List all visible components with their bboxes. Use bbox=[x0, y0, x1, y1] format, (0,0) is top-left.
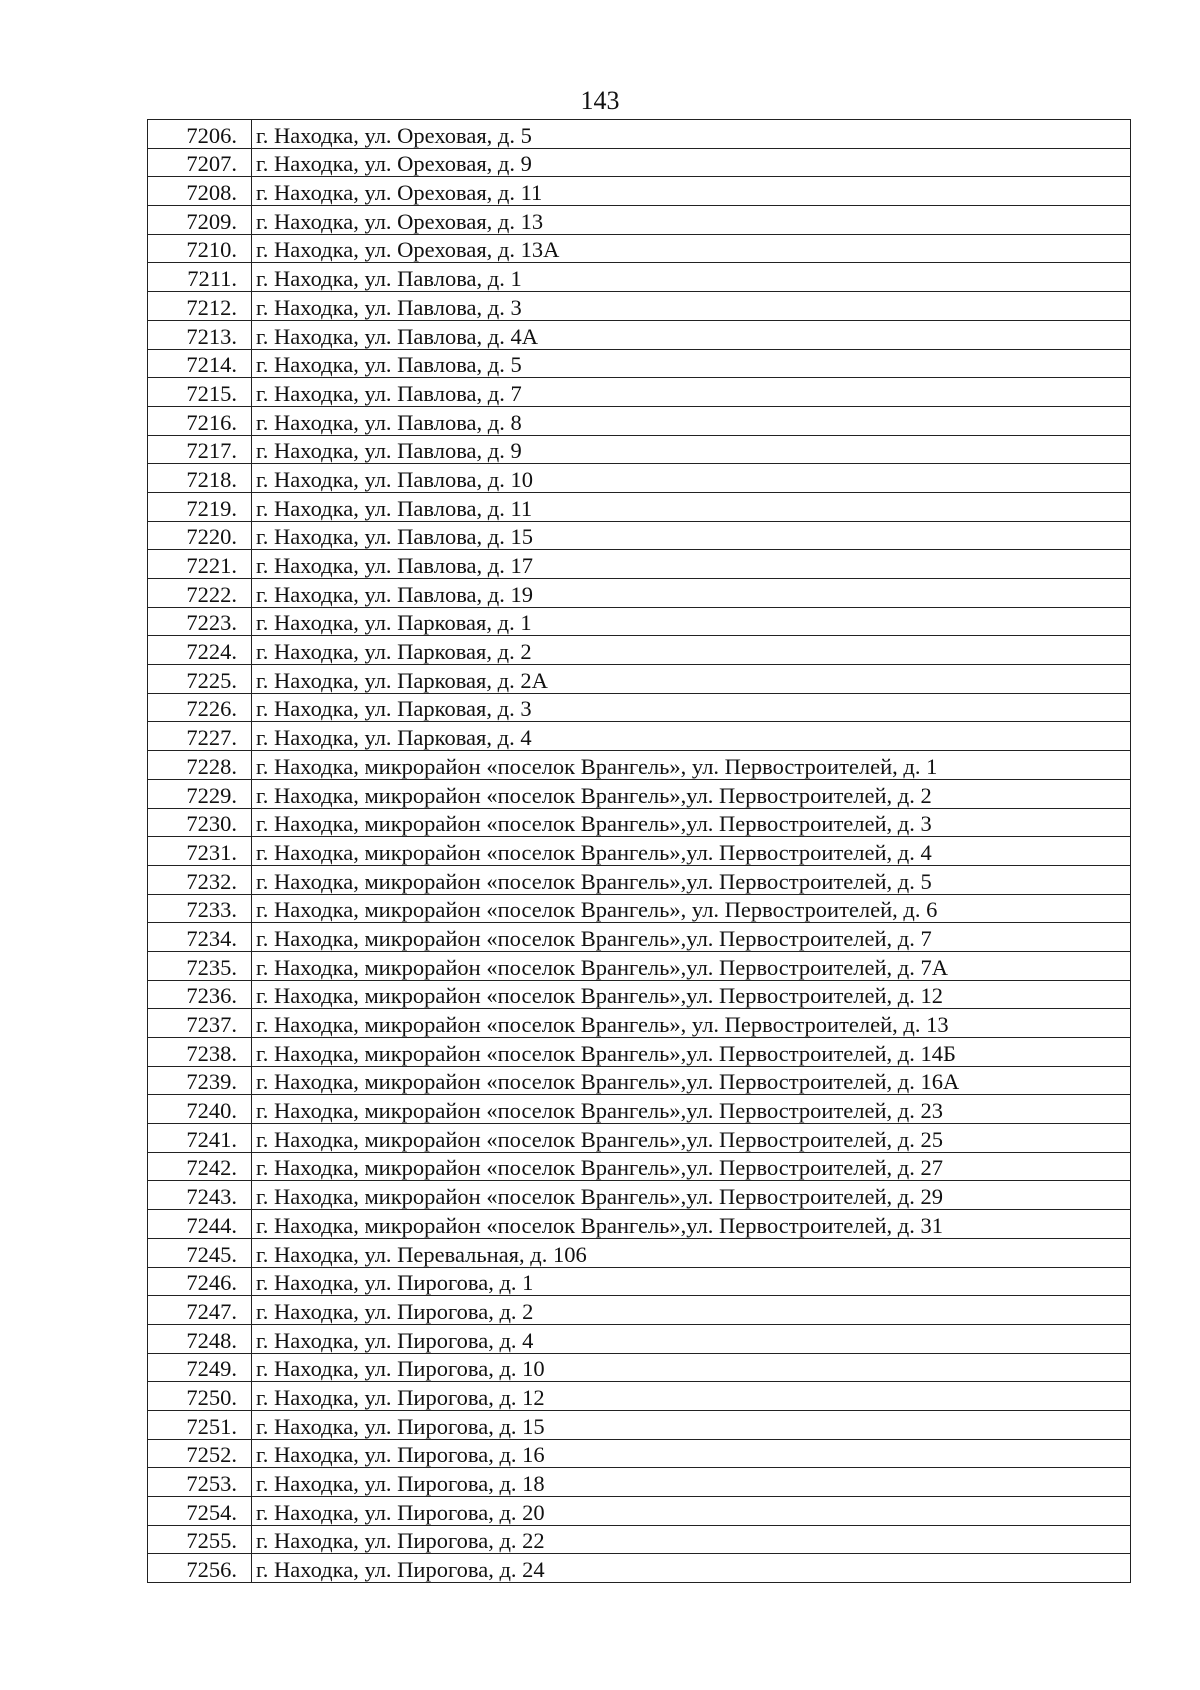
row-number: 7218. bbox=[148, 464, 252, 493]
table-row bbox=[148, 349, 1131, 378]
table-row bbox=[148, 1038, 1131, 1067]
row-address: г. Находка, ул. Павлова, д. 15 bbox=[252, 521, 1131, 550]
table-row bbox=[148, 808, 1131, 837]
row-number: 7232. bbox=[148, 865, 252, 894]
table-row bbox=[148, 1324, 1131, 1353]
row-number: 7251. bbox=[148, 1410, 252, 1439]
row-address: г. Находка, ул. Павлова, д. 3 bbox=[252, 292, 1131, 321]
table-row bbox=[148, 1468, 1131, 1497]
table-row bbox=[148, 1410, 1131, 1439]
row-number: 7240. bbox=[148, 1095, 252, 1124]
row-number: 7256. bbox=[148, 1554, 252, 1583]
row-number: 7209. bbox=[148, 206, 252, 235]
row-address: г. Находка, ул. Павлова, д. 4А bbox=[252, 320, 1131, 349]
row-address: г. Находка, ул. Павлова, д. 17 bbox=[252, 550, 1131, 579]
row-number: 7236. bbox=[148, 980, 252, 1009]
table-row bbox=[148, 521, 1131, 550]
table-row bbox=[148, 492, 1131, 521]
row-number: 7223. bbox=[148, 607, 252, 636]
row-address: г. Находка, ул. Ореховая, д. 13 bbox=[252, 206, 1131, 235]
table-row bbox=[148, 693, 1131, 722]
row-address: г. Находка, ул. Павлова, д. 11 bbox=[252, 492, 1131, 521]
row-number: 7245. bbox=[148, 1238, 252, 1267]
table-row bbox=[148, 1554, 1131, 1583]
row-number: 7255. bbox=[148, 1525, 252, 1554]
table-row bbox=[148, 751, 1131, 780]
row-number: 7242. bbox=[148, 1152, 252, 1181]
table-row bbox=[148, 1238, 1131, 1267]
row-number: 7214. bbox=[148, 349, 252, 378]
row-number: 7220. bbox=[148, 521, 252, 550]
table-row bbox=[148, 665, 1131, 694]
table-row bbox=[148, 923, 1131, 952]
table-row bbox=[148, 292, 1131, 321]
row-address: г. Находка, микрорайон «поселок Врангель», ул. Первостроителей, д. 13 bbox=[252, 1009, 1131, 1038]
table-row bbox=[148, 1525, 1131, 1554]
row-address: г. Находка, ул. Пирогова, д. 16 bbox=[252, 1439, 1131, 1468]
row-address: г. Находка, микрорайон «поселок Врангель»,ул. Первостроителей, д. 25 bbox=[252, 1124, 1131, 1153]
row-number: 7211. bbox=[148, 263, 252, 292]
row-number: 7222. bbox=[148, 579, 252, 608]
row-address: г. Находка, микрорайон «поселок Врангель»,ул. Первостроителей, д. 31 bbox=[252, 1210, 1131, 1239]
row-address: г. Находка, микрорайон «поселок Врангель»,ул. Первостроителей, д. 7 bbox=[252, 923, 1131, 952]
row-address: г. Находка, микрорайон «поселок Врангель»,ул. Первостроителей, д. 7А bbox=[252, 951, 1131, 980]
row-address: г. Находка, микрорайон «поселок Врангель»,ул. Первостроителей, д. 12 bbox=[252, 980, 1131, 1009]
row-number: 7235. bbox=[148, 951, 252, 980]
row-address: г. Находка, ул. Пирогова, д. 2 bbox=[252, 1296, 1131, 1325]
row-number: 7226. bbox=[148, 693, 252, 722]
table-row bbox=[148, 607, 1131, 636]
row-number: 7250. bbox=[148, 1382, 252, 1411]
row-number: 7219. bbox=[148, 492, 252, 521]
row-address: г. Находка, ул. Парковая, д. 2 bbox=[252, 636, 1131, 665]
table-row bbox=[148, 148, 1131, 177]
row-address: г. Находка, ул. Пирогова, д. 4 bbox=[252, 1324, 1131, 1353]
row-number: 7246. bbox=[148, 1267, 252, 1296]
row-number: 7231. bbox=[148, 837, 252, 866]
row-address: г. Находка, ул. Павлова, д. 1 bbox=[252, 263, 1131, 292]
table-row bbox=[148, 1497, 1131, 1526]
row-address: г. Находка, ул. Пирогова, д. 15 bbox=[252, 1410, 1131, 1439]
row-address: г. Находка, ул. Парковая, д. 4 bbox=[252, 722, 1131, 751]
table-row bbox=[148, 1353, 1131, 1382]
table-row bbox=[148, 206, 1131, 235]
table-row bbox=[148, 951, 1131, 980]
table-row bbox=[148, 263, 1131, 292]
row-number: 7224. bbox=[148, 636, 252, 665]
row-address: г. Находка, ул. Пирогова, д. 10 bbox=[252, 1353, 1131, 1382]
row-number: 7247. bbox=[148, 1296, 252, 1325]
table-row bbox=[148, 234, 1131, 263]
row-number: 7207. bbox=[148, 148, 252, 177]
row-number: 7210. bbox=[148, 234, 252, 263]
address-table bbox=[147, 119, 1131, 1583]
row-address: г. Находка, микрорайон «поселок Врангель», ул. Первостроителей, д. 1 bbox=[252, 751, 1131, 780]
table-row bbox=[148, 837, 1131, 866]
row-number: 7217. bbox=[148, 435, 252, 464]
table-row bbox=[148, 120, 1131, 149]
table-row bbox=[148, 1267, 1131, 1296]
row-number: 7253. bbox=[148, 1468, 252, 1497]
row-address: г. Находка, микрорайон «поселок Врангель»,ул. Первостроителей, д. 29 bbox=[252, 1181, 1131, 1210]
row-address: г. Находка, микрорайон «поселок Врангель», ул. Первостроителей, д. 6 bbox=[252, 894, 1131, 923]
table-row bbox=[148, 865, 1131, 894]
row-address: г. Находка, ул. Павлова, д. 10 bbox=[252, 464, 1131, 493]
row-address: г. Находка, микрорайон «поселок Врангель»,ул. Первостроителей, д. 2 bbox=[252, 779, 1131, 808]
table-row bbox=[148, 177, 1131, 206]
row-number: 7215. bbox=[148, 378, 252, 407]
row-address: г. Находка, ул. Перевальная, д. 106 bbox=[252, 1238, 1131, 1267]
row-number: 7230. bbox=[148, 808, 252, 837]
row-address: г. Находка, ул. Пирогова, д. 1 bbox=[252, 1267, 1131, 1296]
table-row bbox=[148, 1439, 1131, 1468]
row-address: г. Находка, микрорайон «поселок Врангель»,ул. Первостроителей, д. 4 bbox=[252, 837, 1131, 866]
table-row bbox=[148, 1095, 1131, 1124]
row-address: г. Находка, ул. Павлова, д. 9 bbox=[252, 435, 1131, 464]
table-row bbox=[148, 378, 1131, 407]
table-row bbox=[148, 1181, 1131, 1210]
table-row bbox=[148, 1066, 1131, 1095]
table-row bbox=[148, 1152, 1131, 1181]
table-row bbox=[148, 320, 1131, 349]
table-row bbox=[148, 579, 1131, 608]
row-address: г. Находка, ул. Павлова, д. 7 bbox=[252, 378, 1131, 407]
row-address: г. Находка, ул. Пирогова, д. 18 bbox=[252, 1468, 1131, 1497]
row-number: 7254. bbox=[148, 1497, 252, 1526]
table-row bbox=[148, 894, 1131, 923]
table-row bbox=[148, 406, 1131, 435]
row-address: г. Находка, микрорайон «поселок Врангель»,ул. Первостроителей, д. 5 bbox=[252, 865, 1131, 894]
table-row bbox=[148, 779, 1131, 808]
row-address: г. Находка, микрорайон «поселок Врангель»,ул. Первостроителей, д. 23 bbox=[252, 1095, 1131, 1124]
table-row bbox=[148, 435, 1131, 464]
table-row bbox=[148, 1009, 1131, 1038]
row-number: 7216. bbox=[148, 406, 252, 435]
table-row bbox=[148, 980, 1131, 1009]
row-address: г. Находка, ул. Ореховая, д. 5 bbox=[252, 120, 1131, 149]
row-address: г. Находка, ул. Пирогова, д. 12 bbox=[252, 1382, 1131, 1411]
row-number: 7229. bbox=[148, 779, 252, 808]
row-number: 7239. bbox=[148, 1066, 252, 1095]
row-number: 7248. bbox=[148, 1324, 252, 1353]
row-address: г. Находка, ул. Павлова, д. 5 bbox=[252, 349, 1131, 378]
row-address: г. Находка, ул. Ореховая, д. 13А bbox=[252, 234, 1131, 263]
row-number: 7233. bbox=[148, 894, 252, 923]
page-number: 143 bbox=[580, 86, 620, 115]
row-address: г. Находка, ул. Павлова, д. 8 bbox=[252, 406, 1131, 435]
row-number: 7208. bbox=[148, 177, 252, 206]
address-table-body bbox=[148, 120, 1131, 1583]
table-row bbox=[148, 550, 1131, 579]
row-address: г. Находка, микрорайон «поселок Врангель»,ул. Первостроителей, д. 16А bbox=[252, 1066, 1131, 1095]
row-number: 7227. bbox=[148, 722, 252, 751]
row-address: г. Находка, ул. Ореховая, д. 11 bbox=[252, 177, 1131, 206]
row-number: 7238. bbox=[148, 1038, 252, 1067]
row-number: 7243. bbox=[148, 1181, 252, 1210]
row-address: г. Находка, микрорайон «поселок Врангель»,ул. Первостроителей, д. 3 bbox=[252, 808, 1131, 837]
row-number: 7234. bbox=[148, 923, 252, 952]
row-number: 7228. bbox=[148, 751, 252, 780]
row-address: г. Находка, ул. Парковая, д. 3 bbox=[252, 693, 1131, 722]
table-row bbox=[148, 1296, 1131, 1325]
table-row bbox=[148, 722, 1131, 751]
table-row bbox=[148, 1210, 1131, 1239]
row-number: 7249. bbox=[148, 1353, 252, 1382]
row-number: 7244. bbox=[148, 1210, 252, 1239]
row-address: г. Находка, ул. Парковая, д. 2А bbox=[252, 665, 1131, 694]
row-address: г. Находка, ул. Пирогова, д. 20 bbox=[252, 1497, 1131, 1526]
table-row bbox=[148, 464, 1131, 493]
row-address: г. Находка, ул. Пирогова, д. 22 bbox=[252, 1525, 1131, 1554]
row-address: г. Находка, ул. Пирогова, д. 24 bbox=[252, 1554, 1131, 1583]
row-number: 7212. bbox=[148, 292, 252, 321]
row-number: 7213. bbox=[148, 320, 252, 349]
row-address: г. Находка, микрорайон «поселок Врангель»,ул. Первостроителей, д. 27 bbox=[252, 1152, 1131, 1181]
row-number: 7221. bbox=[148, 550, 252, 579]
row-address: г. Находка, ул. Ореховая, д. 9 bbox=[252, 148, 1131, 177]
table-row bbox=[148, 1382, 1131, 1411]
row-address: г. Находка, ул. Парковая, д. 1 bbox=[252, 607, 1131, 636]
table-row bbox=[148, 1124, 1131, 1153]
row-number: 7252. bbox=[148, 1439, 252, 1468]
row-address: г. Находка, микрорайон «поселок Врангель»,ул. Первостроителей, д. 14Б bbox=[252, 1038, 1131, 1067]
row-number: 7237. bbox=[148, 1009, 252, 1038]
row-address: г. Находка, ул. Павлова, д. 19 bbox=[252, 579, 1131, 608]
table-row bbox=[148, 636, 1131, 665]
row-number: 7206. bbox=[148, 120, 252, 149]
row-number: 7225. bbox=[148, 665, 252, 694]
row-number: 7241. bbox=[148, 1124, 252, 1153]
